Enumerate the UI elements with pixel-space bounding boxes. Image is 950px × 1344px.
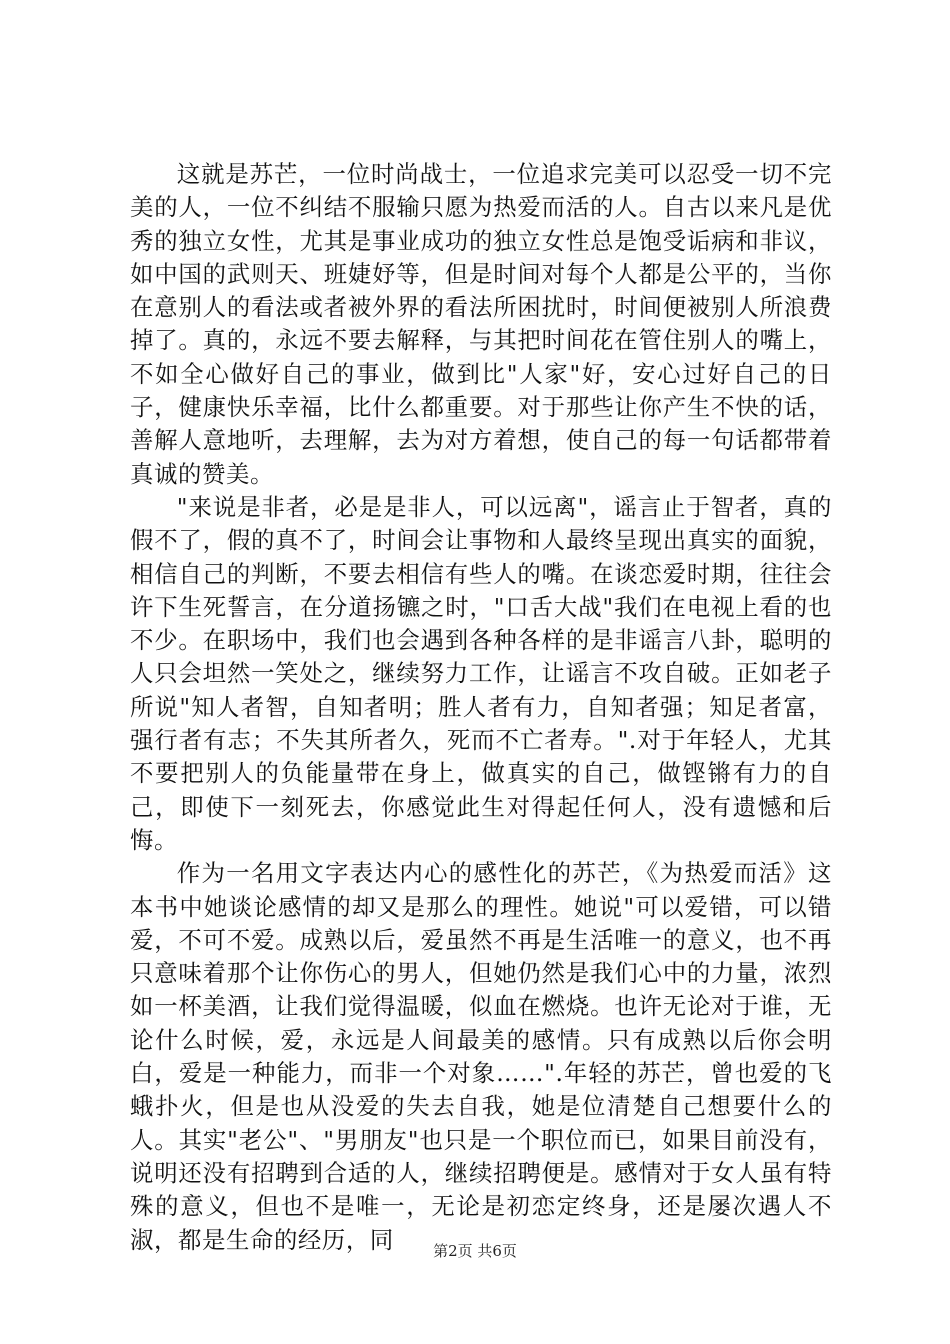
paragraph: "来说是非者，必是是非人，可以远离"，谣言止于智者，真的假不了，假的真不了，时间会让事物和人最终呈现出真实的面貌，相信自己的判断，不要去相信有些人的嘴。在谈恋爱时期，往往会许下生死誓言，在分道扬镳之时，"口舌大战"我们在电视上看的也不少。在职场中，我们也会遇到各种各样的是非谣言八卦，聪明的人只会坦然一笑处之，继续努力工作，让谣言不攻自破。正如老子所说"知人者智，自知者明；胜人者有力，自知者强；知足者富，强行者有志；不失其所者久，死而不亡者寿。".对于年轻人，尤其不要把别人的负能量带在身上，做真实的自己，做铿锵有力的自己，即使下一刻死去，你感觉此生对得起任何人，没有遗憾和后悔。 (130, 492, 832, 854)
paragraph: 作为一名用文字表达内心的感性化的苏芒，《为热爱而活》这本书中她谈论感情的却又是那么的理性。她说"可以爱错，可以错爱，不可不爱。成熟以后，爱虽然不再是生活唯一的意义，也不再只意味着那个让你伤心的男人，但她仍然是我们心中的力量，浓烈如一杯美酒，让我们觉得温暖，似血在燃烧。也许无论对于谁，无论什么时候，爱，永远是人间最美的感情。只有成熟以后你会明白，爱是一种能力，而非一个对象……".年轻的苏芒，曾也爱的飞蛾扑火，但是也从没爱的失去自我，她是位清楚自己想要什么的人。其实"老公"、"男朋友"也只是一个职位而已，如果目前没有，说明还没有招聘到合适的人，继续招聘便是。感情对于女人虽有特殊的意义，但也不是唯一，无论是初恋定终身，还是屡次遇人不淑，都是生命的经历，同 (130, 859, 832, 1254)
paragraph: 这就是苏芒，一位时尚战士，一位追求完美可以忍受一切不完美的人，一位不纠结不服输只愿为热爱而活的人。自古以来凡是优秀的独立女性，尤其是事业成功的独立女性总是饱受诟病和非议，如中国的武则天、班婕妤等，但是时间对每个人都是公平的，当你在意别人的看法或者被外界的看法所困扰时，时间便被别人所浪费掉了。真的，永远不要去解释，与其把时间花在管住别人的嘴上，不如全心做好自己的事业，做到比"人家"好，安心过好自己的日子，健康快乐幸福，比什么都重要。对于那些让你产生不快的话，善解人意地听，去理解，去为对方着想，使自己的每一句话都带着真诚的赞美。 (130, 160, 832, 488)
page-footer: 第2页 共6页 (433, 1242, 517, 1260)
body-text (130, 158, 832, 1257)
